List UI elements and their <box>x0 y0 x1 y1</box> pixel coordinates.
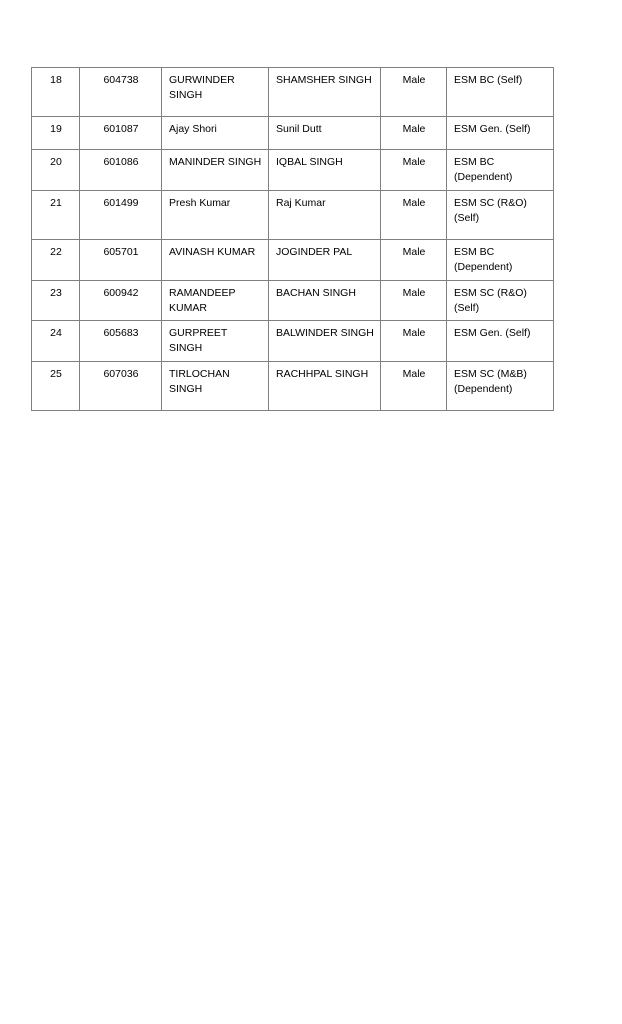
cell-serial-number: 22 <box>32 239 80 280</box>
table-row <box>32 117 554 150</box>
cell-category: ESM Gen. (Self) <box>447 117 554 150</box>
cell-registration-id: 601499 <box>80 190 162 239</box>
cell-category: ESM BC (Dependent) <box>447 239 554 280</box>
cell-gender: Male <box>381 117 447 150</box>
cell-registration-id: 605701 <box>80 239 162 280</box>
cell-beneficiary-name: TIRLOCHAN SINGH <box>162 362 269 411</box>
cell-beneficiary-name: AVINASH KUMAR <box>162 239 269 280</box>
cell-category: ESM BC (Self) <box>447 68 554 117</box>
beneficiary-table <box>31 67 554 411</box>
table-row <box>32 239 554 280</box>
cell-gender: Male <box>381 150 447 191</box>
cell-beneficiary-name: RAMANDEEP KUMAR <box>162 280 269 321</box>
cell-beneficiary-name: GURWINDER SINGH <box>162 68 269 117</box>
cell-serial-number: 18 <box>32 68 80 117</box>
cell-father-name: BALWINDER SINGH <box>269 321 381 362</box>
cell-gender: Male <box>381 239 447 280</box>
cell-serial-number: 23 <box>32 280 80 321</box>
cell-father-name: IQBAL SINGH <box>269 150 381 191</box>
table-row <box>32 362 554 411</box>
cell-father-name: RACHHPAL SINGH <box>269 362 381 411</box>
cell-beneficiary-name: GURPREET SINGH <box>162 321 269 362</box>
cell-father-name: Raj Kumar <box>269 190 381 239</box>
cell-serial-number: 19 <box>32 117 80 150</box>
cell-beneficiary-name: Ajay Shori <box>162 117 269 150</box>
cell-father-name: SHAMSHER SINGH <box>269 68 381 117</box>
cell-gender: Male <box>381 190 447 239</box>
cell-registration-id: 601086 <box>80 150 162 191</box>
cell-registration-id: 605683 <box>80 321 162 362</box>
cell-father-name: Sunil Dutt <box>269 117 381 150</box>
table-body <box>32 68 554 411</box>
cell-category: ESM BC (Dependent) <box>447 150 554 191</box>
cell-category: ESM SC (R&O) (Self) <box>447 280 554 321</box>
cell-registration-id: 607036 <box>80 362 162 411</box>
cell-father-name: BACHAN SINGH <box>269 280 381 321</box>
cell-father-name: JOGINDER PAL <box>269 239 381 280</box>
cell-beneficiary-name: Presh Kumar <box>162 190 269 239</box>
table-row <box>32 280 554 321</box>
cell-gender: Male <box>381 280 447 321</box>
cell-category: ESM SC (M&B) (Dependent) <box>447 362 554 411</box>
cell-category: ESM Gen. (Self) <box>447 321 554 362</box>
table-row <box>32 321 554 362</box>
table-row <box>32 150 554 191</box>
cell-category: ESM SC (R&O) (Self) <box>447 190 554 239</box>
cell-registration-id: 601087 <box>80 117 162 150</box>
cell-gender: Male <box>381 362 447 411</box>
table-row <box>32 190 554 239</box>
cell-gender: Male <box>381 321 447 362</box>
cell-registration-id: 600942 <box>80 280 162 321</box>
cell-beneficiary-name: MANINDER SINGH <box>162 150 269 191</box>
cell-serial-number: 21 <box>32 190 80 239</box>
cell-serial-number: 25 <box>32 362 80 411</box>
table-row <box>32 68 554 117</box>
cell-registration-id: 604738 <box>80 68 162 117</box>
cell-gender: Male <box>381 68 447 117</box>
cell-serial-number: 20 <box>32 150 80 191</box>
cell-serial-number: 24 <box>32 321 80 362</box>
